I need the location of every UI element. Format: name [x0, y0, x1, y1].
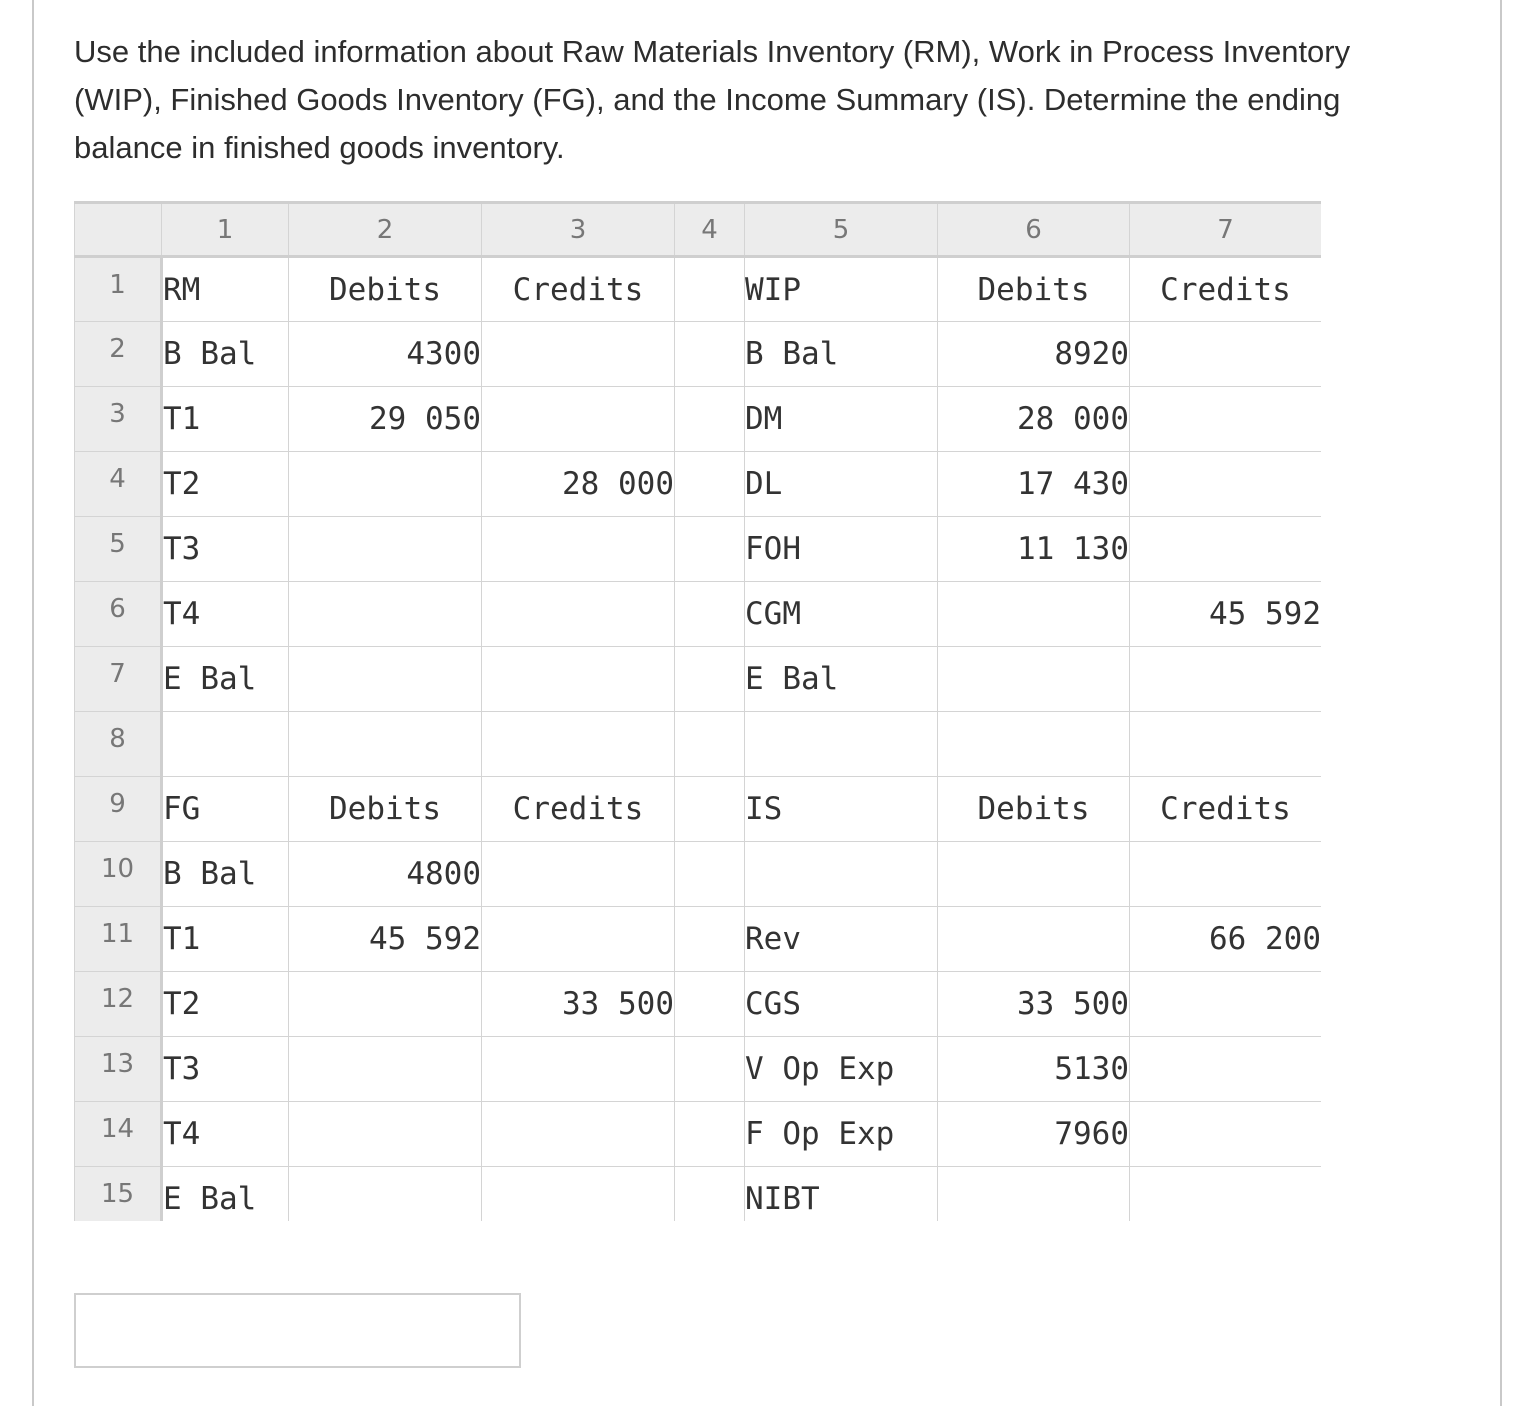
table-cell[interactable]: Rev	[745, 907, 938, 972]
table-row	[75, 1167, 1322, 1222]
answer-input[interactable]	[74, 1293, 521, 1368]
table-cell[interactable]	[1130, 1167, 1322, 1222]
table-cell[interactable]	[675, 1037, 745, 1102]
table-row	[75, 1037, 1322, 1102]
row-header[interactable]: 4	[75, 452, 162, 517]
row-header[interactable]: 8	[75, 712, 162, 777]
table-cell[interactable]: V Op Exp	[745, 1037, 938, 1102]
table-cell[interactable]	[482, 322, 675, 387]
column-header[interactable]: 2	[289, 203, 482, 257]
table-cell[interactable]	[1130, 647, 1322, 712]
table-cell[interactable]	[1130, 972, 1322, 1037]
column-header[interactable]: 5	[745, 203, 938, 257]
table-cell[interactable]	[482, 647, 675, 712]
table-cell[interactable]: F Op Exp	[745, 1102, 938, 1167]
table-cell[interactable]	[938, 712, 1130, 777]
table-cell[interactable]: B Bal	[162, 322, 289, 387]
table-cell[interactable]: 45 592	[289, 907, 482, 972]
table-cell[interactable]: 5130	[938, 1037, 1130, 1102]
table-cell[interactable]	[289, 1037, 482, 1102]
table-cell[interactable]: B Bal	[745, 322, 938, 387]
table-cell[interactable]	[1130, 712, 1322, 777]
table-cell[interactable]	[1130, 1037, 1322, 1102]
row-header[interactable]: 10	[75, 842, 162, 907]
table-cell[interactable]: E Bal	[162, 647, 289, 712]
table-cell[interactable]	[675, 257, 745, 322]
table-cell[interactable]: 7960	[938, 1102, 1130, 1167]
table-cell[interactable]: B Bal	[162, 842, 289, 907]
row-header[interactable]: 5	[75, 517, 162, 582]
corner-cell	[75, 203, 162, 257]
table-cell[interactable]	[675, 322, 745, 387]
row-header[interactable]: 15	[75, 1167, 162, 1222]
table-cell[interactable]	[675, 777, 745, 842]
table-cell[interactable]: 17 430	[938, 452, 1130, 517]
table-cell[interactable]: T1	[162, 387, 289, 452]
table-cell[interactable]: 29 050	[289, 387, 482, 452]
table-cell[interactable]	[482, 1167, 675, 1222]
table-cell[interactable]: Credits	[1130, 257, 1322, 322]
table-row	[75, 712, 1322, 777]
table-cell[interactable]: CGM	[745, 582, 938, 647]
spreadsheet-grid	[74, 201, 1321, 1221]
table-cell[interactable]	[482, 582, 675, 647]
table-cell[interactable]	[675, 712, 745, 777]
table-cell[interactable]	[482, 1102, 675, 1167]
table-cell[interactable]	[482, 712, 675, 777]
table-row	[75, 1102, 1322, 1167]
column-header[interactable]: 1	[162, 203, 289, 257]
table-cell[interactable]	[675, 452, 745, 517]
table-cell[interactable]: 33 500	[938, 972, 1130, 1037]
table-cell[interactable]	[745, 842, 938, 907]
table-row	[75, 322, 1322, 387]
table-cell[interactable]: T1	[162, 907, 289, 972]
table-row	[75, 257, 1322, 322]
table-cell[interactable]: DM	[745, 387, 938, 452]
table-cell[interactable]	[938, 1167, 1130, 1222]
table-cell[interactable]: 28 000	[938, 387, 1130, 452]
table-cell[interactable]	[289, 647, 482, 712]
table-row	[75, 387, 1322, 452]
table-cell[interactable]	[1130, 1102, 1322, 1167]
row-header[interactable]: 7	[75, 647, 162, 712]
row-header[interactable]: 14	[75, 1102, 162, 1167]
table-cell[interactable]	[482, 907, 675, 972]
table-row	[75, 517, 1322, 582]
table-row	[75, 647, 1322, 712]
column-header-row	[75, 203, 1322, 257]
table-cell[interactable]: WIP	[745, 257, 938, 322]
row-header[interactable]: 12	[75, 972, 162, 1037]
table-cell[interactable]: E Bal	[745, 647, 938, 712]
table-cell[interactable]: Debits	[938, 257, 1130, 322]
table-cell[interactable]	[289, 582, 482, 647]
table-cell[interactable]	[289, 452, 482, 517]
table-cell[interactable]	[675, 647, 745, 712]
table-cell[interactable]	[482, 517, 675, 582]
table-cell[interactable]: Credits	[482, 777, 675, 842]
column-header[interactable]: 6	[938, 203, 1130, 257]
table-cell[interactable]	[482, 1037, 675, 1102]
table-cell[interactable]: T3	[162, 517, 289, 582]
question-text: Use the included information about Raw Materials Inventory (RM), Work in Process Inventory (WIP), Finished Goods Inventory (FG), and the Income Summary (IS). Determine the ending balance in finished goods inventory.	[74, 34, 1351, 165]
table-row	[75, 972, 1322, 1037]
column-header[interactable]: 4	[675, 203, 745, 257]
table-cell[interactable]	[938, 842, 1130, 907]
table-cell[interactable]: 4300	[289, 322, 482, 387]
table-cell[interactable]: NIBT	[745, 1167, 938, 1222]
table-cell[interactable]	[938, 907, 1130, 972]
table-cell[interactable]	[289, 1167, 482, 1222]
table-cell[interactable]	[675, 842, 745, 907]
table-cell[interactable]: T4	[162, 1102, 289, 1167]
table-cell[interactable]	[289, 972, 482, 1037]
table-cell[interactable]: T4	[162, 582, 289, 647]
table-cell[interactable]: 66 200	[1130, 907, 1322, 972]
table-cell[interactable]	[675, 972, 745, 1037]
table-cell[interactable]	[289, 517, 482, 582]
table-cell[interactable]: T3	[162, 1037, 289, 1102]
table-cell[interactable]: CGS	[745, 972, 938, 1037]
row-header[interactable]: 2	[75, 322, 162, 387]
table-cell[interactable]	[162, 712, 289, 777]
table-cell[interactable]	[289, 712, 482, 777]
table-cell[interactable]: FOH	[745, 517, 938, 582]
table-cell[interactable]: 45 592	[1130, 582, 1322, 647]
table-cell[interactable]	[675, 387, 745, 452]
table-cell[interactable]: Credits	[1130, 777, 1322, 842]
table-cell[interactable]	[675, 1102, 745, 1167]
table-cell[interactable]	[1130, 387, 1322, 452]
table-cell[interactable]	[675, 1167, 745, 1222]
table-cell[interactable]	[1130, 517, 1322, 582]
table-cell[interactable]: DL	[745, 452, 938, 517]
table-cell[interactable]: T2	[162, 972, 289, 1037]
table-cell[interactable]: T2	[162, 452, 289, 517]
table-cell[interactable]: 4800	[289, 842, 482, 907]
table-cell[interactable]	[938, 582, 1130, 647]
table-cell[interactable]: 28 000	[482, 452, 675, 517]
table-cell[interactable]: Debits	[289, 257, 482, 322]
table-cell[interactable]	[1130, 842, 1322, 907]
row-header[interactable]: 3	[75, 387, 162, 452]
spreadsheet	[74, 201, 1321, 1221]
table-cell[interactable]: 33 500	[482, 972, 675, 1037]
table-row	[75, 582, 1322, 647]
table-cell[interactable]: Debits	[289, 777, 482, 842]
table-row	[75, 842, 1322, 907]
table-cell[interactable]	[482, 387, 675, 452]
row-header[interactable]: 1	[75, 257, 162, 322]
column-header[interactable]: 3	[482, 203, 675, 257]
table-cell[interactable]: IS	[745, 777, 938, 842]
table-row	[75, 452, 1322, 517]
table-row	[75, 907, 1322, 972]
table-cell[interactable]: E Bal	[162, 1167, 289, 1222]
table-cell[interactable]: FG	[162, 777, 289, 842]
table-cell[interactable]	[745, 712, 938, 777]
row-header[interactable]: 13	[75, 1037, 162, 1102]
row-header[interactable]: 9	[75, 777, 162, 842]
row-header[interactable]: 6	[75, 582, 162, 647]
table-cell[interactable]	[675, 907, 745, 972]
table-cell[interactable]	[1130, 322, 1322, 387]
table-cell[interactable]: RM	[162, 257, 289, 322]
row-header[interactable]: 11	[75, 907, 162, 972]
table-cell[interactable]	[675, 517, 745, 582]
grid-body	[75, 257, 1322, 1222]
table-cell[interactable]	[675, 582, 745, 647]
table-row	[75, 777, 1322, 842]
table-cell[interactable]: Credits	[482, 257, 675, 322]
table-cell[interactable]	[482, 842, 675, 907]
table-cell[interactable]	[938, 647, 1130, 712]
table-cell[interactable]	[1130, 452, 1322, 517]
table-cell[interactable]: Debits	[938, 777, 1130, 842]
column-header[interactable]: 7	[1130, 203, 1322, 257]
table-cell[interactable]	[289, 1102, 482, 1167]
table-cell[interactable]: 8920	[938, 322, 1130, 387]
table-cell[interactable]: 11 130	[938, 517, 1130, 582]
